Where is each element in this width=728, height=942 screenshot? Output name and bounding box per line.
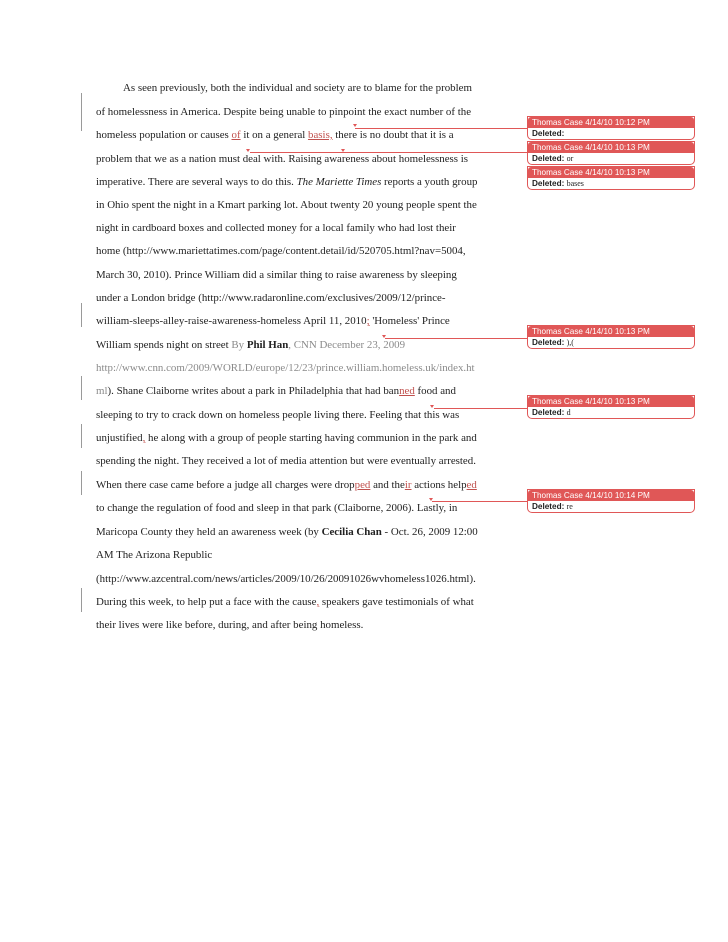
text-run: actions help xyxy=(411,479,467,491)
revision-balloon[interactable] xyxy=(527,166,695,190)
inserted-text: , xyxy=(142,432,146,444)
text-run: reports a youth group xyxy=(381,176,478,188)
balloon-body xyxy=(528,153,694,164)
deleted-label: Deleted: xyxy=(532,179,565,188)
text-line xyxy=(96,525,496,539)
text-run: under a London bridge (http://www.radaronline.com/exclusives/2009/12/prince- xyxy=(96,292,446,304)
text-run: imperative. There are several ways to do this. xyxy=(96,176,297,188)
inserted-text: ped xyxy=(354,479,371,491)
text-run: speakers gave testimonials of what xyxy=(319,596,474,608)
inserted-text: ; xyxy=(366,315,370,327)
change-bar xyxy=(81,588,82,612)
text-line xyxy=(96,478,496,492)
text-run: william-sleeps-alley-raise-awareness-homeless April 11, 2010 xyxy=(96,315,367,327)
text-line xyxy=(96,408,496,422)
text-line xyxy=(96,291,496,305)
text-run: As seen previously, both the individual and society are to blame for the problem xyxy=(123,82,472,94)
text-run: food and xyxy=(414,385,456,397)
text-run: During this week, to help put a face with the cause xyxy=(96,596,317,608)
inserted-text: ir xyxy=(404,479,412,491)
text-run: William spends night on street xyxy=(96,339,232,351)
inserted-text: ned xyxy=(399,385,415,397)
text-run: unjustified xyxy=(96,432,143,444)
balloon-header: Thomas Case 4/14/10 10:12 PM xyxy=(528,117,694,128)
deleted-label: Deleted: xyxy=(532,338,565,347)
text-run: ). Shane Claiborne writes about a park in Philadelphia that had ban xyxy=(107,385,400,397)
text-line xyxy=(96,175,496,189)
text-run: When there case came before a judge all charges were drop xyxy=(96,479,355,491)
text-run: Maricopa County they held an awareness week (by xyxy=(96,526,322,538)
balloon-header: Thomas Case 4/14/10 10:13 PM xyxy=(528,167,694,178)
text-line xyxy=(96,105,496,119)
text-line xyxy=(96,384,496,398)
text-line xyxy=(96,221,496,235)
comment-connector xyxy=(385,338,527,339)
hyperlink-text: , CNN December 23, 2009 xyxy=(288,339,406,351)
deletion-marker xyxy=(429,498,433,501)
text-line xyxy=(96,454,496,468)
deleted-text: or xyxy=(566,154,574,163)
hyperlink-text: http://www.cnn.com/2009/WORLD/europe/12/23/prince.william.homeless.uk/index.ht xyxy=(96,362,475,374)
text-run: he along with a group of people starting having communion in the park and xyxy=(145,432,477,444)
comment-connector xyxy=(432,501,527,502)
change-bar xyxy=(81,93,82,131)
hyperlink-text: By xyxy=(231,339,247,351)
text-run: sleeping to try to crack down on homeless people living there. Feeling that this was xyxy=(96,409,460,421)
text-line xyxy=(96,314,496,328)
balloon-header: Thomas Case 4/14/10 10:13 PM xyxy=(528,326,694,337)
deleted-text: bases xyxy=(566,179,584,188)
balloon-body xyxy=(528,178,694,189)
text-run: it on a general xyxy=(240,129,309,141)
text-run: to change the regulation of food and sleep in that park (Claiborne, 2006). Lastly, in xyxy=(96,502,458,514)
text-line xyxy=(96,595,496,609)
change-bar xyxy=(81,303,82,327)
deleted-text: ),( xyxy=(566,338,574,347)
text-run: homeless population or causes xyxy=(96,129,232,141)
text-run: problem that we as a nation must deal with. Raising awareness about homelessness is xyxy=(96,153,469,165)
publication-title: The Mariette Times xyxy=(296,176,382,188)
change-bar xyxy=(81,424,82,448)
text-line xyxy=(96,152,496,166)
text-line xyxy=(96,338,496,352)
comment-connector xyxy=(434,408,527,409)
text-run: of homelessness in America. Despite being unable to pinpoint the exact number of the xyxy=(96,106,472,118)
deleted-text: re xyxy=(566,502,573,511)
comment-connector xyxy=(355,128,527,129)
inserted-text: basis, xyxy=(308,129,333,141)
balloon-header: Thomas Case 4/14/10 10:13 PM xyxy=(528,396,694,407)
text-run: spending the night. They received a lot of media attention but were eventually arrested. xyxy=(96,455,476,467)
change-bar xyxy=(81,376,82,400)
revision-balloon[interactable] xyxy=(527,141,695,165)
deleted-label: Deleted: xyxy=(532,154,565,163)
deletion-marker xyxy=(246,149,250,152)
text-run: 'Homeless' Prince xyxy=(369,315,450,327)
text-run: there is no doubt that it is a xyxy=(332,129,454,141)
deletion-marker xyxy=(430,405,434,408)
text-run: AM The Arizona Republic xyxy=(96,549,213,561)
change-bar xyxy=(81,471,82,495)
inserted-text: ed xyxy=(466,479,477,491)
text-run: night in cardboard boxes and collected money for a local family who had lost their xyxy=(96,222,456,234)
deletion-marker xyxy=(341,149,345,152)
text-run: and the xyxy=(370,479,405,491)
deleted-label: Deleted: xyxy=(532,408,565,417)
text-line xyxy=(96,431,496,445)
balloon-body xyxy=(528,128,694,139)
text-line xyxy=(96,572,496,586)
balloon-body xyxy=(528,337,694,348)
revision-balloon[interactable] xyxy=(527,489,695,513)
text-line xyxy=(96,244,496,258)
balloon-header: Thomas Case 4/14/10 10:14 PM xyxy=(528,490,694,501)
deleted-text: d xyxy=(566,408,571,417)
text-run: - Oct. 26, 2009 12:00 xyxy=(381,526,478,538)
text-run: home (http://www.mariettatimes.com/page/content.detail/id/520705.html?nav=5004, xyxy=(96,245,466,257)
text-line xyxy=(96,501,496,515)
revision-balloon[interactable] xyxy=(527,116,695,140)
inserted-text: of xyxy=(231,129,241,141)
text-line xyxy=(96,548,496,562)
comment-connector xyxy=(344,152,527,153)
revision-balloon[interactable] xyxy=(527,395,695,419)
balloon-header: Thomas Case 4/14/10 10:13 PM xyxy=(528,142,694,153)
text-run: their lives were like before, during, and after being homeless. xyxy=(96,619,364,631)
text-line xyxy=(96,361,496,375)
text-line xyxy=(96,128,496,142)
text-run: (http://www.azcentral.com/news/articles/2009/10/26/20091026wvhomeless1026.html). xyxy=(96,573,476,585)
balloon-body xyxy=(528,407,694,418)
deleted-label: Deleted: xyxy=(532,502,565,511)
deleted-label: Deleted: xyxy=(532,129,565,138)
text-run: in Ohio spent the night in a Kmart parking lot. About twenty 20 young people spent the xyxy=(96,199,477,211)
revision-balloon[interactable] xyxy=(527,325,695,349)
text-line xyxy=(96,618,496,632)
hyperlink-text: ml xyxy=(96,385,108,397)
text-line xyxy=(96,268,496,282)
author-name: Cecilia Chan xyxy=(321,526,382,538)
author-name: Phil Han xyxy=(246,339,289,351)
text-run: March 30, 2010). Prince William did a similar thing to raise awareness by sleeping xyxy=(96,269,457,281)
deletion-marker xyxy=(382,335,386,338)
balloon-body xyxy=(528,501,694,512)
deletion-marker xyxy=(353,124,357,127)
text-line xyxy=(96,198,496,212)
text-line xyxy=(123,81,523,95)
inserted-text: , xyxy=(316,596,320,608)
